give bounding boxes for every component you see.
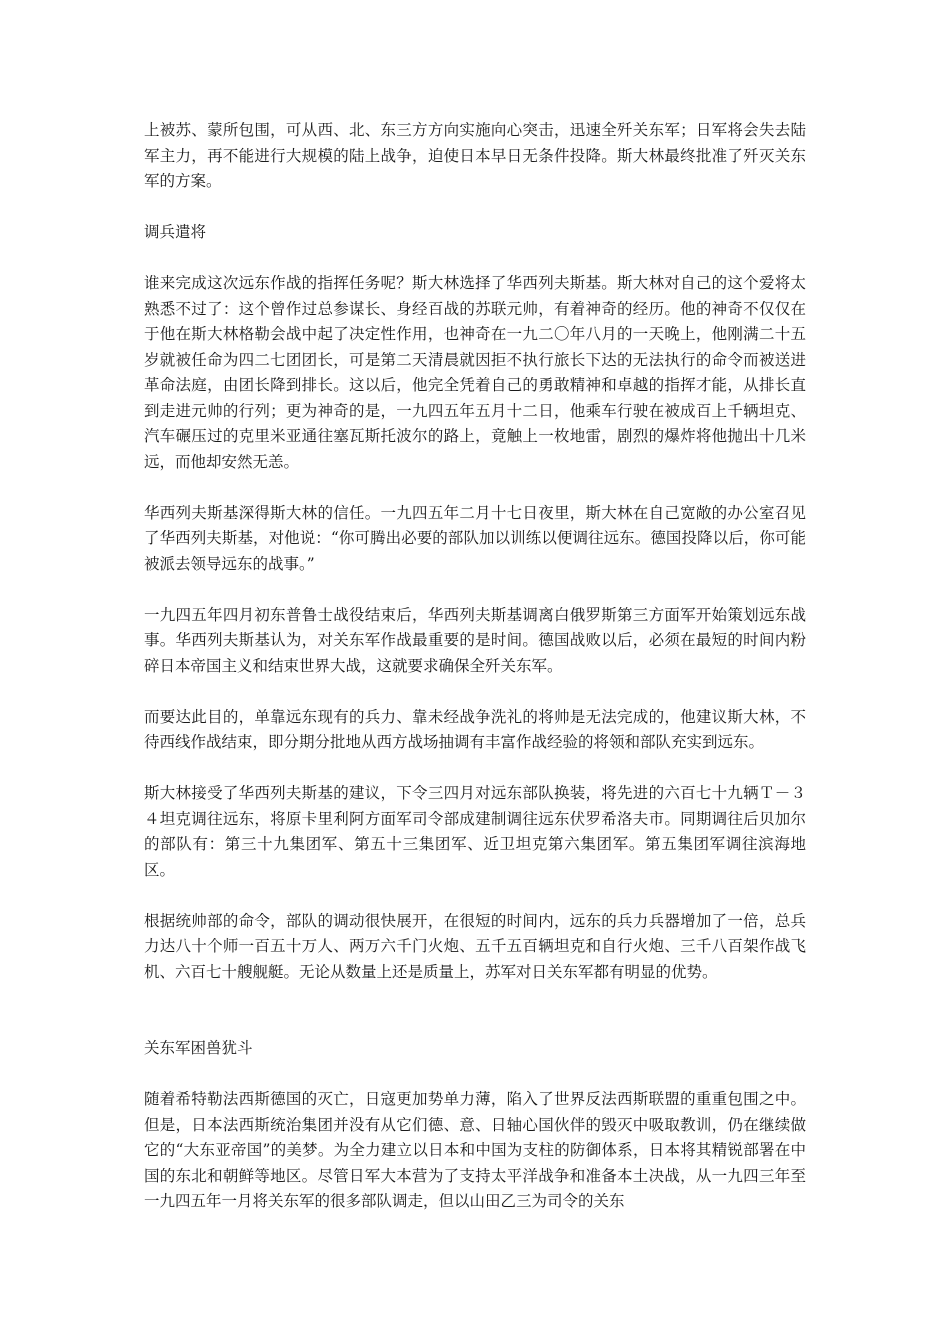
paragraph-gap [144,475,806,501]
section-heading-deploy-troops: 调兵遣将 [144,223,207,241]
paragraph-gap [144,577,806,603]
paragraph-gap [144,985,806,1036]
paragraph-gap [144,195,806,221]
paragraph-surrounded-by-soviet-mongolia: 上被苏、蒙所包围，可从西、北、东三方方向实施向心突击，迅速全歼关东军；日军将会失去陆军主力，再不能进行大规模的陆上战争，迫使日本早日无条件投降。斯大林最终批准了歼灭关东军的方案。 [144,121,806,190]
paragraph-vasilevsky-chosen: 谁来完成这次远东作战的指挥任务呢？斯大林选择了华西列夫斯基。斯大林对自己的这个爱将太熟悉不过了：这个曾作过总参谋长、身经百战的苏联元帅，有着神奇的经历。他的神奇不仅仅在于他在斯大林格勒会战中起了决定性作用，也神奇在一九二〇年八月的一天晚上，他刚满二十五岁就被任命为四二七团团长，可是第二天清晨就因拒不执行旅长下达的无法执行的命令而被送进革命法庭，由团长降到排长。这以后，他完全凭着自己的勇敢精神和卓越的指挥才能，从排长直到走进元帅的行列；更为神奇的是，一九四五年五月十二日，他乘车行驶在被成百上千辆坦克、汽车碾压过的克里米亚通往塞瓦斯托波尔的路上，竟触上一枚地雷，剧烈的爆炸将他抛出十几米远，而他却安然无恙。 [144,274,806,471]
document-page [144,118,806,1215]
paragraph-force-buildup: 根据统帅部的命令，部队的调动很快展开，在很短的时间内，远东的兵力兵器增加了一倍，总兵力达八十个师一百五十万人、两万六千门火炮、五千五百辆坦克和自行火炮、三千八百架作战飞机、六百七十艘舰艇。无论从数量上还是质量上，苏军对日关东军都有明显的优势。 [144,911,806,981]
paragraph-gap [144,756,806,782]
paragraph-japan-isolated: 随着希特勒法西斯德国的灭亡，日寇更加势单力薄，陷入了世界反法西斯联盟的重重包围之中。但是，日本法西斯统治集团并没有从它们德、意、日轴心国伙伴的毁灭中吸取教训，仍在继续做它的“大东亚帝国”的美梦。为全力建立以日本和中国为支柱的防御体系，日本将其精锐部署在中国的东北和朝鲜等地区。尽管日军大本营为了支持太平洋战争和准备本土决战，从一九四三年至一九四五年一月将关东军的很多部队调走，但以山田乙三为司令的关东 [144,1090,806,1210]
paragraph-reequipment: 斯大林接受了华西列夫斯基的建议，下令三四月对远东部队换装，将先进的六百七十九辆Ｔ－３４坦克调往远东，将原卡里利阿方面军司令部成建制调往远东伏罗希洛夫市。同期调往后贝加尔的部队有：第三十九集团军、第五十三集团军、近卫坦克第六集团军。第五集团军调往滨海地区。 [144,784,806,879]
section-heading-kwantung-army: 关东军困兽犹斗 [144,1039,253,1057]
paragraph-gap [144,246,806,272]
paragraph-planning-far-east: 一九四五年四月初东普鲁士战役结束后，华西列夫斯基调离白俄罗斯第三方面军开始策划远东战事。华西列夫斯基认为，对关东军作战最重要的是时间。德国战败以后，必须在最短的时间内粉碎日本帝国主义和结束世界大战，这就要求确保全歼关东军。 [144,605,806,675]
paragraph-gap [144,679,806,705]
paragraph-transfer-proposal: 而要达此目的，单靠远东现有的兵力、靠未经战争洗礼的将帅是无法完成的，他建议斯大林，不待西线作战结束，即分期分批地从西方战场抽调有丰富作战经验的将领和部队充实到远东。 [144,707,806,751]
paragraph-stalin-trust: 华西列夫斯基深得斯大林的信任。一九四五年二月十七日夜里，斯大林在自己宽敞的办公室召见了华西列夫斯基，对他说：“你可腾出必要的部队加以训练以便调往远东。德国投降以后，你可能被派去领导远东的战事。” [144,503,806,573]
paragraph-gap [144,1062,806,1088]
paragraph-gap [144,883,806,909]
